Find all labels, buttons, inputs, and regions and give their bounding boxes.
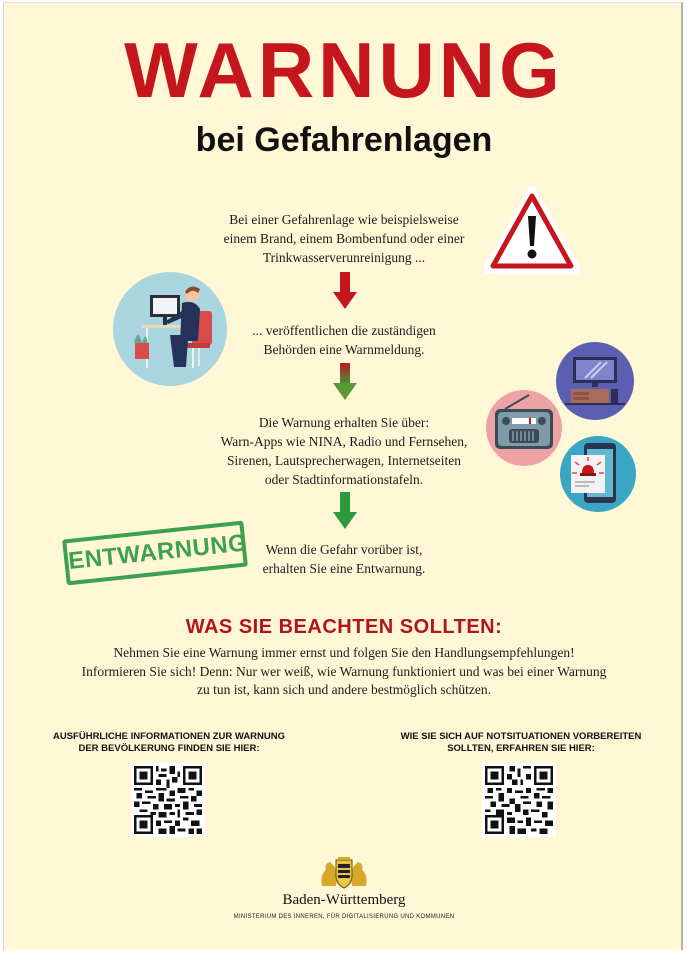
entwarnung-stamp: ENTWARNUNG (62, 521, 248, 586)
qr-code-warning-info[interactable] (131, 763, 205, 837)
qr-code-preparation[interactable] (482, 763, 556, 837)
smartphone-siren-icon (559, 435, 637, 513)
qr-label-line: WIE SIE SICH AUF NOTSITUATIONEN VORBEREITEN (400, 731, 642, 742)
poster-subtitle: bei Gefahrenlagen (195, 121, 493, 159)
step-4-text (184, 540, 504, 578)
television-icon (555, 341, 635, 421)
step-2-text (184, 321, 504, 359)
advice-body (64, 644, 624, 700)
qr-label-line: AUSFÜHRLICHE INFORMATIONEN ZUR WARNUNG (52, 731, 286, 742)
arrow-down-icon (333, 363, 357, 401)
step-line: Sirenen, Lautsprecherwagen, Internetseiten (227, 453, 461, 468)
coat-of-arms-icon (316, 856, 372, 890)
ministry-name: MINISTERIUM DES INNEREN, FÜR DIGITALISIERUNG UND KOMMUNEN (233, 914, 455, 920)
advice-heading: WAS SIE BEACHTEN SOLLTEN: (185, 616, 503, 638)
state-name: Baden-Württemberg (282, 892, 406, 908)
step-line: Behörden eine Warnmeldung. (263, 342, 425, 357)
step-line: erhalten Sie eine Entwarnung. (262, 561, 426, 576)
qr-label-preparation (386, 731, 656, 755)
step-3-text (184, 413, 504, 489)
arrow-down-icon (333, 492, 357, 530)
qr-label-line: DER BEVÖLKERUNG FINDEN SIE HIER: (78, 743, 260, 754)
step-line: oder Stadtinformationstafeln. (264, 472, 424, 487)
step-line: Bei einer Gefahrenlage wie beispielsweise (229, 212, 459, 227)
advice-line: Nehmen Sie eine Warnung immer ernst und folgen Sie den Handlungsempfehlungen! (113, 645, 575, 660)
advice-line: zu tun ist, kann sich und andere bestmöglich schützen. (197, 682, 491, 697)
warning-poster (3, 2, 683, 950)
step-line: Trinkwasserverunreinigung ... (262, 250, 426, 265)
step-line: Wenn die Gefahr vorüber ist, (265, 542, 423, 557)
poster-title: WARNUNG (124, 26, 564, 114)
qr-label-warning-info (34, 731, 304, 755)
advice-line: Informieren Sie sich! Denn: Nur wer weiß, wie Warnung funktioniert und was bei einer Warnung (81, 663, 607, 679)
step-line: einem Brand, einem Bombenfund oder einer (223, 231, 465, 246)
step-line: ... veröffentlichen die zuständigen (252, 323, 436, 338)
step-1-text (184, 210, 504, 267)
qr-label-line: SOLLTEN, ERFAHREN SIE HIER: (447, 743, 595, 754)
step-line: Warn-Apps wie NINA, Radio und Fernsehen, (220, 434, 468, 449)
arrow-down-icon (333, 272, 357, 310)
step-line: Die Warnung erhalten Sie über: (258, 415, 430, 430)
